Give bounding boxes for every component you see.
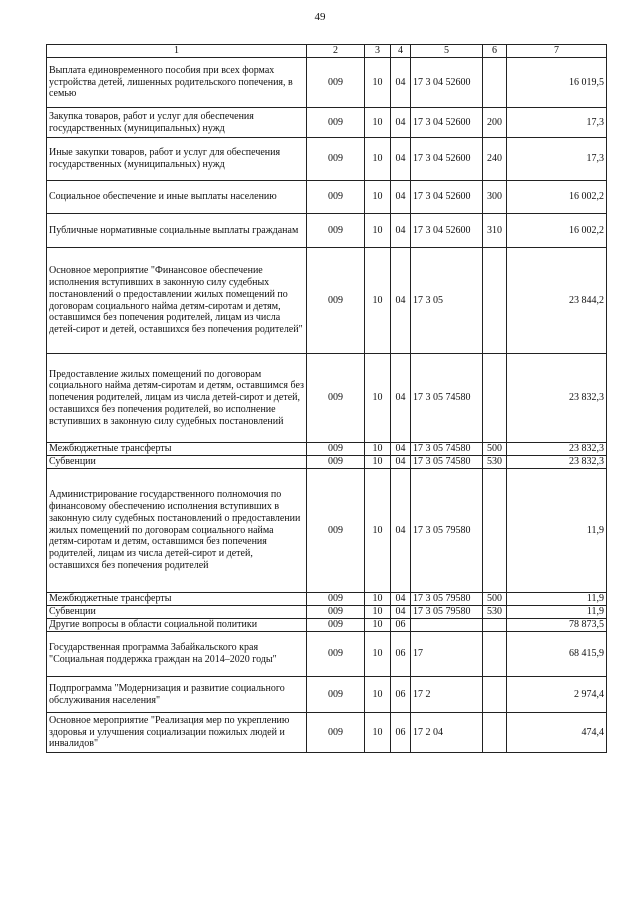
row-ministry-code: 009 — [307, 456, 365, 469]
table-row — [47, 593, 607, 606]
row-ministry-code: 009 — [307, 354, 365, 443]
row-target-article: 17 3 04 52600 — [411, 108, 483, 138]
row-section: 10 — [365, 593, 391, 606]
row-name: Основное мероприятие "Реализация мер по укреплению здоровья и улучшения социализации пожилых людей и инвалидов" — [47, 713, 307, 753]
row-target-article: 17 2 04 — [411, 713, 483, 753]
row-ministry-code: 009 — [307, 593, 365, 606]
row-target-article: 17 2 — [411, 677, 483, 713]
row-target-article: 17 3 05 74580 — [411, 443, 483, 456]
table-row — [47, 354, 607, 443]
row-target-article: 17 3 04 52600 — [411, 138, 483, 181]
table-row — [47, 108, 607, 138]
table-row — [47, 469, 607, 593]
table-row — [47, 248, 607, 354]
row-section: 10 — [365, 619, 391, 632]
row-subsection: 04 — [391, 354, 411, 443]
row-subsection: 04 — [391, 138, 411, 181]
row-target-article: 17 3 05 79580 — [411, 469, 483, 593]
header-row — [47, 45, 607, 58]
row-section: 10 — [365, 469, 391, 593]
row-subsection: 04 — [391, 58, 411, 108]
table-row — [47, 619, 607, 632]
row-name: Другие вопросы в области социальной политики — [47, 619, 307, 632]
table-row — [47, 138, 607, 181]
row-section: 10 — [365, 108, 391, 138]
row-expense-type — [483, 58, 507, 108]
header-col-6: 6 — [483, 45, 507, 58]
row-ministry-code: 009 — [307, 108, 365, 138]
row-ministry-code: 009 — [307, 677, 365, 713]
row-ministry-code: 009 — [307, 214, 365, 248]
row-section: 10 — [365, 248, 391, 354]
row-subsection: 04 — [391, 593, 411, 606]
row-subsection: 04 — [391, 214, 411, 248]
row-amount: 23 832,3 — [507, 443, 607, 456]
row-amount: 78 873,5 — [507, 619, 607, 632]
row-target-article: 17 3 04 52600 — [411, 181, 483, 214]
row-section: 10 — [365, 713, 391, 753]
row-name: Предоставление жилых помещений по договорам социального найма детям-сиротам и детям, оставшимся без попечения родителей, лицам из числа детей-сирот и детей, оставшихся без попечения родителей, во исполнение вступивших в законную силу судебных постановлений — [47, 354, 307, 443]
row-section: 10 — [365, 58, 391, 108]
row-name: Субвенции — [47, 456, 307, 469]
row-subsection: 04 — [391, 469, 411, 593]
row-section: 10 — [365, 632, 391, 677]
header-col-7: 7 — [507, 45, 607, 58]
row-expense-type: 530 — [483, 606, 507, 619]
row-subsection: 04 — [391, 606, 411, 619]
row-name: Государственная программа Забайкальского края "Социальная поддержка граждан на 2014–2020 годы" — [47, 632, 307, 677]
row-section: 10 — [365, 443, 391, 456]
row-name: Администрирование государственного полномочия по финансовому обеспечению исполнения вступивших в законную силу судебных постановлений о предоставлении жилых помещений по договорам социального найма детям-сиротам и детям, оставшимся без попечения родителей, лицам из числа детей-сирот и детей, оставшихся без попечения родителей — [47, 469, 307, 593]
header-col-5: 5 — [411, 45, 483, 58]
table-row — [47, 632, 607, 677]
row-amount: 11,9 — [507, 606, 607, 619]
row-subsection: 06 — [391, 677, 411, 713]
row-section: 10 — [365, 354, 391, 443]
row-subsection: 06 — [391, 632, 411, 677]
table-row — [47, 606, 607, 619]
row-expense-type — [483, 248, 507, 354]
header-col-1: 1 — [47, 45, 307, 58]
row-amount: 474,4 — [507, 713, 607, 753]
header-col-2: 2 — [307, 45, 365, 58]
row-expense-type: 500 — [483, 593, 507, 606]
row-expense-type — [483, 469, 507, 593]
row-target-article: 17 3 04 52600 — [411, 58, 483, 108]
row-section: 10 — [365, 456, 391, 469]
row-subsection: 04 — [391, 248, 411, 354]
row-expense-type — [483, 713, 507, 753]
table-row — [47, 58, 607, 108]
row-target-article: 17 3 05 79580 — [411, 606, 483, 619]
row-expense-type — [483, 632, 507, 677]
row-ministry-code: 009 — [307, 713, 365, 753]
row-ministry-code: 009 — [307, 248, 365, 354]
row-expense-type — [483, 619, 507, 632]
row-ministry-code: 009 — [307, 619, 365, 632]
row-target-article: 17 — [411, 632, 483, 677]
row-name: Межбюджетные трансферты — [47, 593, 307, 606]
row-subsection: 06 — [391, 713, 411, 753]
row-section: 10 — [365, 677, 391, 713]
row-expense-type: 300 — [483, 181, 507, 214]
row-subsection: 04 — [391, 443, 411, 456]
row-amount: 17,3 — [507, 108, 607, 138]
row-expense-type — [483, 677, 507, 713]
row-expense-type: 500 — [483, 443, 507, 456]
row-subsection: 04 — [391, 456, 411, 469]
row-ministry-code: 009 — [307, 58, 365, 108]
row-section: 10 — [365, 138, 391, 181]
row-ministry-code: 009 — [307, 606, 365, 619]
row-name: Выплата единовременного пособия при всех формах устройства детей, лишенных родительского попечения, в семью — [47, 58, 307, 108]
row-name: Социальное обеспечение и иные выплаты населению — [47, 181, 307, 214]
row-subsection: 04 — [391, 181, 411, 214]
row-ministry-code: 009 — [307, 469, 365, 593]
row-amount: 23 844,2 — [507, 248, 607, 354]
row-subsection: 04 — [391, 108, 411, 138]
page-number: 49 — [314, 11, 326, 23]
row-ministry-code: 009 — [307, 632, 365, 677]
row-target-article: 17 3 05 74580 — [411, 456, 483, 469]
row-amount: 2 974,4 — [507, 677, 607, 713]
budget-table — [46, 44, 607, 753]
row-amount: 23 832,3 — [507, 456, 607, 469]
row-section: 10 — [365, 214, 391, 248]
row-amount: 16 019,5 — [507, 58, 607, 108]
row-amount: 11,9 — [507, 593, 607, 606]
row-amount: 17,3 — [507, 138, 607, 181]
row-ministry-code: 009 — [307, 138, 365, 181]
row-target-article: 17 3 04 52600 — [411, 214, 483, 248]
table-row — [47, 443, 607, 456]
table-row — [47, 713, 607, 753]
table-row — [47, 181, 607, 214]
table-row — [47, 456, 607, 469]
row-expense-type: 310 — [483, 214, 507, 248]
row-section: 10 — [365, 181, 391, 214]
row-section: 10 — [365, 606, 391, 619]
table-row — [47, 677, 607, 713]
row-subsection: 06 — [391, 619, 411, 632]
row-amount: 11,9 — [507, 469, 607, 593]
header-col-4: 4 — [391, 45, 411, 58]
row-amount: 16 002,2 — [507, 181, 607, 214]
row-expense-type: 530 — [483, 456, 507, 469]
row-amount: 23 832,3 — [507, 354, 607, 443]
row-amount: 68 415,9 — [507, 632, 607, 677]
row-ministry-code: 009 — [307, 443, 365, 456]
row-expense-type — [483, 354, 507, 443]
row-name: Субвенции — [47, 606, 307, 619]
row-target-article: 17 3 05 — [411, 248, 483, 354]
row-name: Иные закупки товаров, работ и услуг для обеспечения государственных (муниципальных) нужд — [47, 138, 307, 181]
row-target-article: 17 3 05 79580 — [411, 593, 483, 606]
row-name: Основное мероприятие "Финансовое обеспечение исполнения вступивших в законную силу судебных постановлений о предоставлении жилых помещений по договорам социального найма детям-сиротам и детям, оставшимся без попечения родителей, лицам из числа детей-сирот и детей, оставшихся без попечения родителей" — [47, 248, 307, 354]
row-expense-type: 240 — [483, 138, 507, 181]
header-col-3: 3 — [365, 45, 391, 58]
row-name: Межбюджетные трансферты — [47, 443, 307, 456]
row-ministry-code: 009 — [307, 181, 365, 214]
row-target-article — [411, 619, 483, 632]
row-amount: 16 002,2 — [507, 214, 607, 248]
table-row — [47, 214, 607, 248]
row-expense-type: 200 — [483, 108, 507, 138]
row-target-article: 17 3 05 74580 — [411, 354, 483, 443]
row-name: Закупка товаров, работ и услуг для обеспечения государственных (муниципальных) нужд — [47, 108, 307, 138]
row-name: Публичные нормативные социальные выплаты гражданам — [47, 214, 307, 248]
row-name: Подпрограмма "Модернизация и развитие социального обслуживания населения" — [47, 677, 307, 713]
